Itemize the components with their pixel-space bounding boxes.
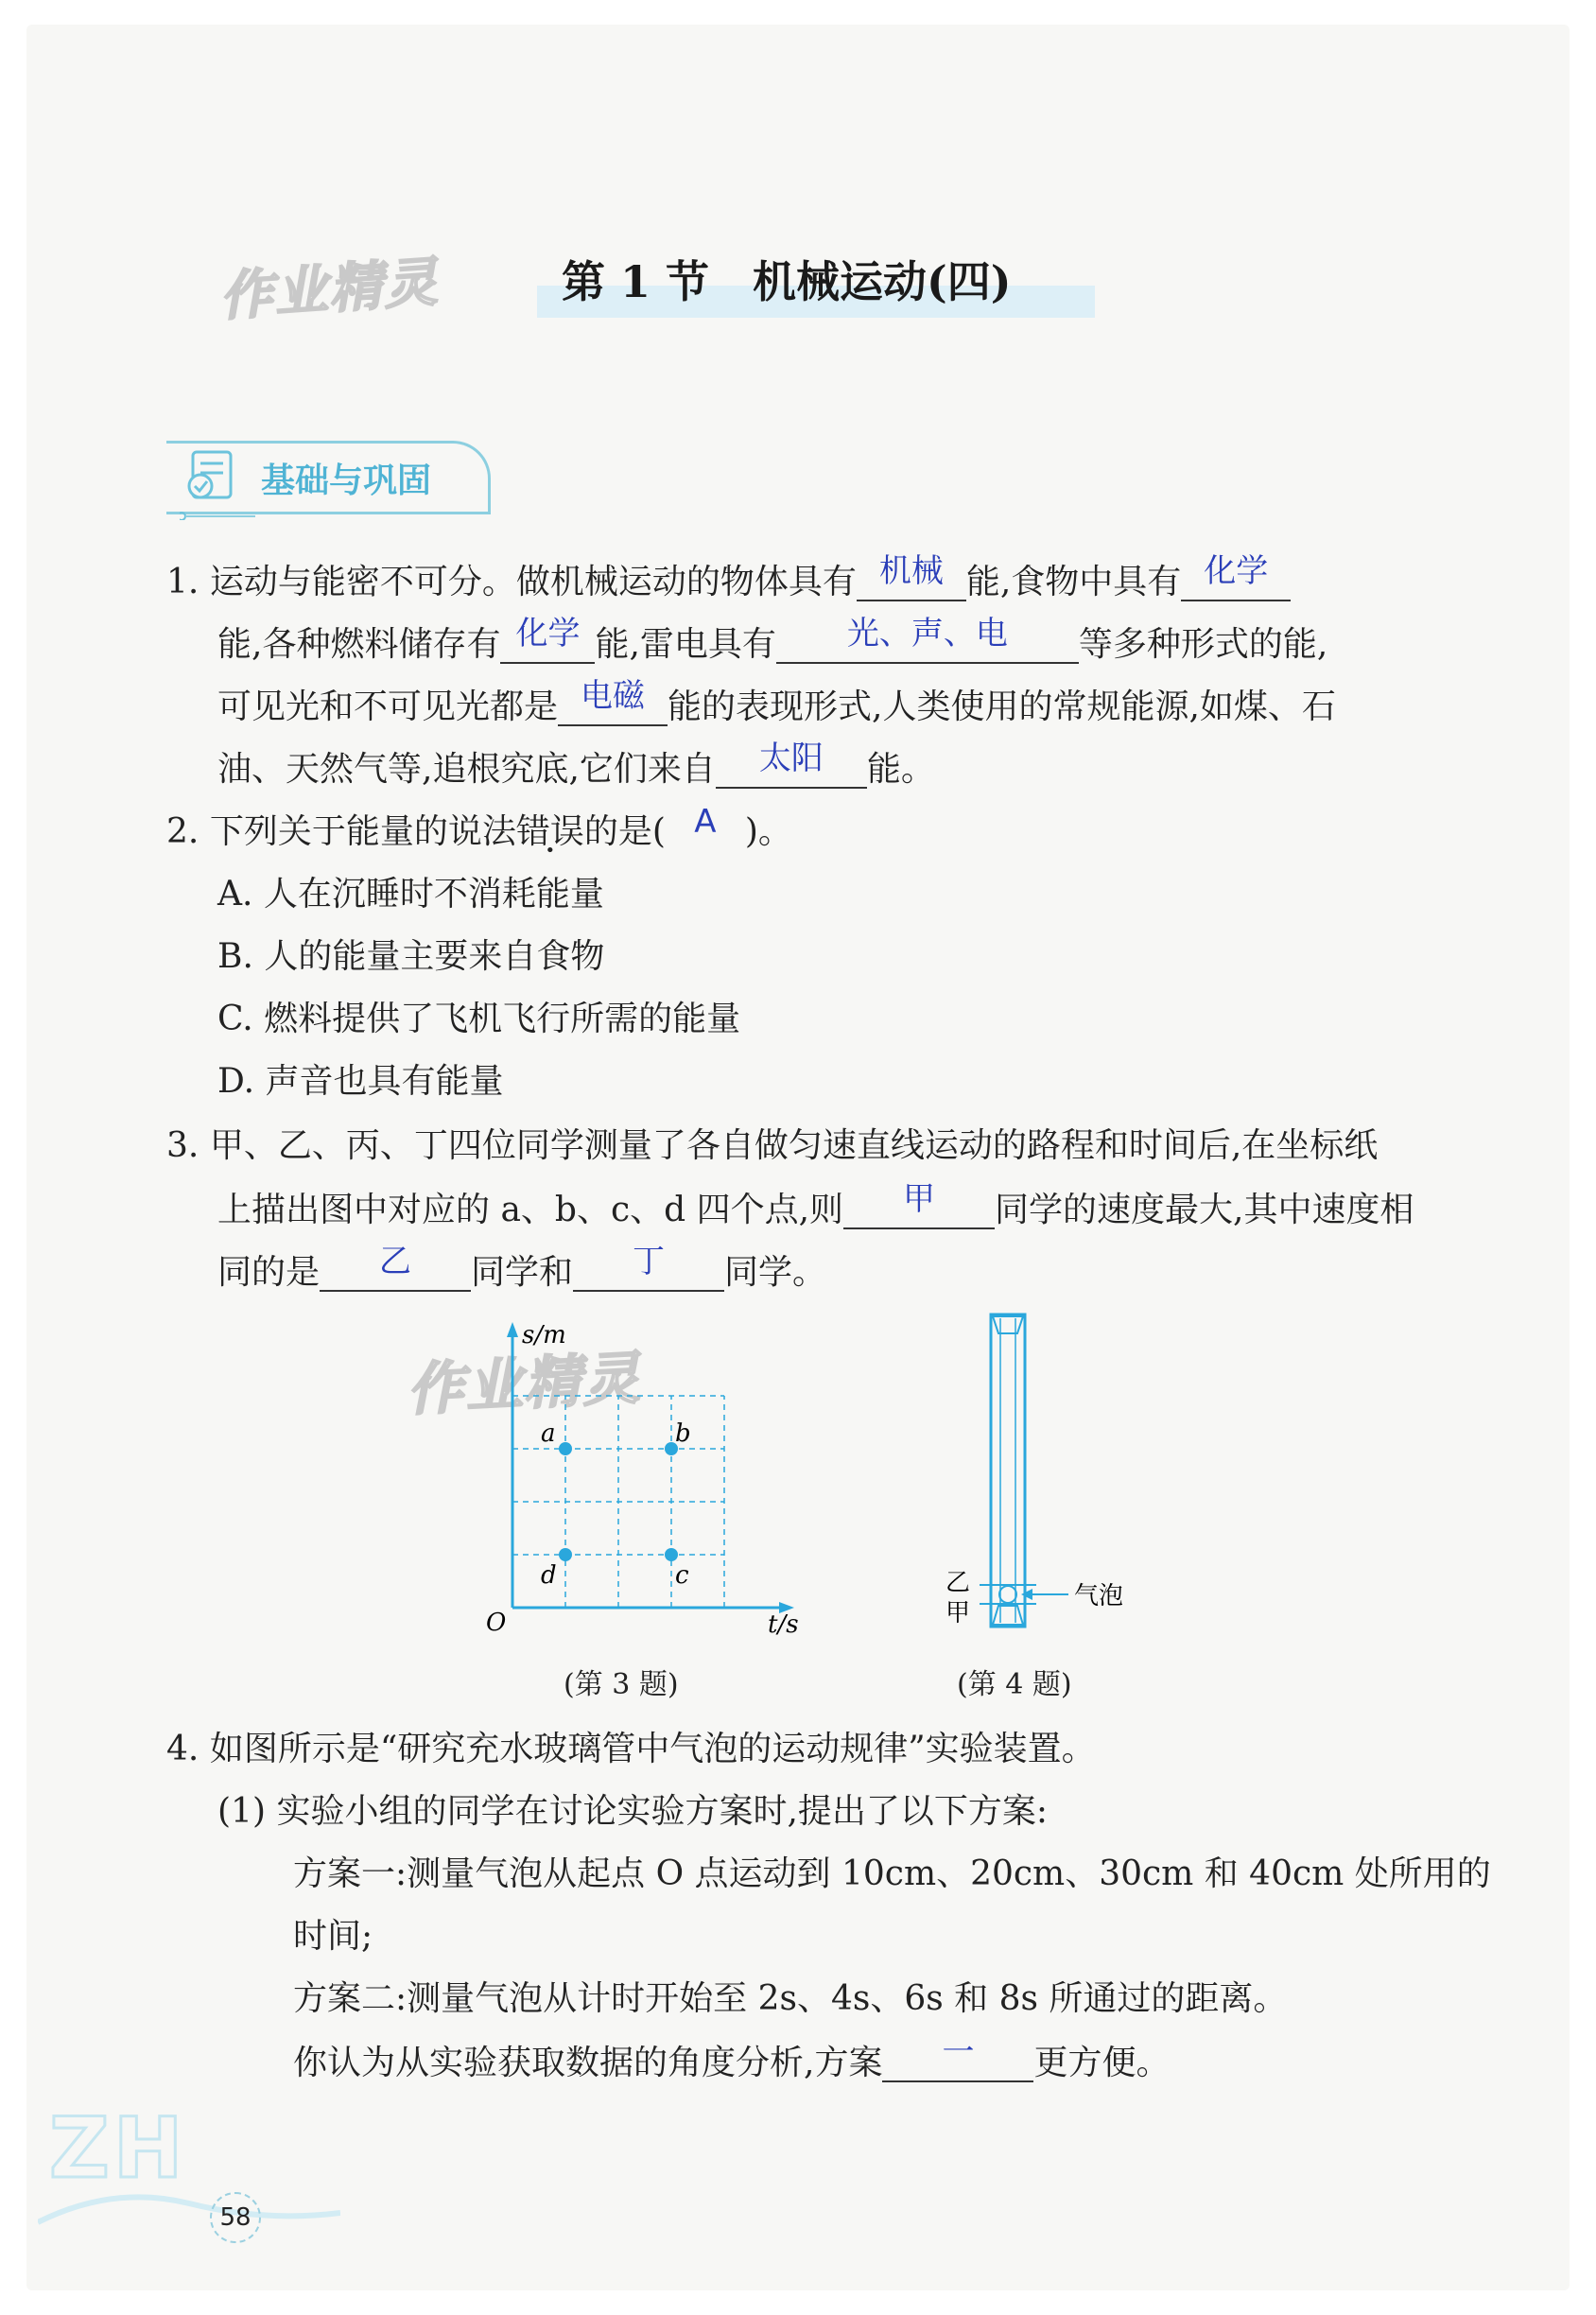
point-label-b: b (675, 1419, 691, 1448)
label-yi: 乙 (945, 1569, 971, 1597)
handwritten-answer: 电磁 (581, 677, 646, 715)
q1-line4 (217, 740, 935, 789)
q2-option-b: B. 人的能量主要来自食物 (217, 937, 605, 976)
watermark: 作业精灵 (217, 251, 442, 329)
q3-line3 (217, 1243, 827, 1292)
label-bubble: 气泡 (1074, 1582, 1124, 1610)
answer-blank (1181, 552, 1291, 601)
text: )。 (744, 812, 792, 851)
glass-tube (991, 1314, 1025, 1627)
y-axis-label: s/m (522, 1321, 566, 1349)
text: 能,各种燃料储存有 (217, 625, 501, 664)
handwritten-answer: 太阳 (758, 740, 824, 777)
point-label-a: a (541, 1419, 556, 1448)
text: 等多种形式的能, (1078, 625, 1328, 664)
answer-blank (716, 740, 867, 789)
text: 同学的速度最大,其中速度相 (995, 1191, 1414, 1229)
bubble-arrow-head (1021, 1589, 1032, 1600)
handwritten-answer: 化学 (515, 615, 581, 653)
figure-watermark: 作业精灵 (405, 1345, 643, 1424)
handwritten-answer: 机械 (878, 552, 944, 590)
point-label-d: d (541, 1561, 557, 1590)
data-points (541, 1419, 691, 1590)
q4-plan1-b: 时间; (293, 1917, 373, 1956)
text: 更方便。 (1033, 2044, 1171, 2082)
emphasis-text: 错误 (515, 812, 584, 851)
q4-plan2: 方案二:测量气泡从计时开始至 2s、4s、6s 和 8s 所通过的距离。 (293, 1979, 1288, 2018)
text: 同学和 (471, 1253, 574, 1292)
handwritten-answer: 化学 (1204, 552, 1269, 590)
text: 下列关于能量的说法 (209, 812, 516, 851)
q3-line1 (166, 1127, 1378, 1165)
bubble (999, 1586, 1016, 1603)
origin-label: O (486, 1609, 507, 1637)
text: 可见光和不可见光都是 (217, 688, 559, 726)
q2-option-c: C. 燃料提供了飞机飞行所需的能量 (217, 1000, 741, 1038)
answer-blank (882, 2033, 1033, 2082)
answer-blank (857, 552, 966, 601)
q4-number: 4. (166, 1730, 200, 1768)
q2-option-d: D. 声音也具有能量 (217, 1062, 504, 1101)
q1-line2 (217, 615, 1328, 664)
answer-blank (776, 615, 1079, 664)
q2-number: 2. (166, 812, 200, 851)
text: 油、天然气等,追根究底,它们来自 (217, 750, 716, 789)
text: 同学。 (724, 1253, 827, 1292)
text: 能,雷电具有 (595, 625, 776, 664)
text: 运动与能密不可分。做机械运动的物体具有 (209, 563, 857, 601)
text: 甲、乙、丙、丁四位同学测量了各自做匀速直线运动的路程和时间后,在坐标纸 (209, 1126, 1379, 1165)
checklist-icon (180, 444, 255, 520)
figure-4-tube (927, 1305, 1154, 1645)
answer-blank (558, 677, 668, 726)
answer-blank (843, 1180, 995, 1229)
figure-4-caption: (第 4 题) (957, 1668, 1072, 1701)
q1-line1 (166, 552, 1291, 601)
q4-plan1-a: 方案一:测量气泡从起点 O 点运动到 10cm、20cm、30cm 和 40cm 处所用的 (293, 1854, 1491, 1893)
figure-3-graph (473, 1314, 813, 1655)
page-number: 58 (210, 2192, 261, 2243)
handwritten-answer: 光、声、电 (846, 615, 1008, 653)
section-header (166, 441, 509, 516)
handwritten-answer: 乙 (379, 1243, 412, 1280)
answer-blank (320, 1243, 471, 1292)
text: 如图所示是“研究充水玻璃管中气泡的运动规律”实验装置。 (209, 1730, 1096, 1768)
q4-sub1: (1) 实验小组的同学在讨论实验方案时,提出了以下方案: (217, 1792, 1049, 1831)
text: 能。 (866, 750, 935, 789)
text: 的是( (583, 812, 666, 851)
text: 你认为从实验获取数据的角度分析,方案 (293, 2044, 883, 2082)
tube-stopper-bottom (993, 1606, 1023, 1625)
figure-3-caption: (第 3 题) (564, 1668, 679, 1701)
answer-blank (573, 1243, 724, 1292)
q4-conclusion (293, 2033, 1171, 2082)
footer-decoration (38, 2166, 340, 2241)
q1-line3 (217, 677, 1336, 726)
answer-blank (500, 615, 595, 664)
brand-logo: ZH (49, 2099, 187, 2197)
point-c (665, 1548, 678, 1561)
x-axis-label: t/s (768, 1610, 799, 1639)
page-title: 第 1 节 机械运动(四) (562, 256, 1012, 307)
label-jia: 甲 (945, 1599, 971, 1627)
y-axis-arrow (507, 1322, 518, 1337)
text: 能,食物中具有 (965, 563, 1182, 601)
q2-stem (166, 803, 792, 851)
handwritten-answer: 丁 (633, 1243, 666, 1280)
section-label: 基础与巩固 (261, 461, 432, 500)
point-d (559, 1548, 572, 1561)
q3-number: 3. (166, 1126, 200, 1165)
text: 同的是 (217, 1253, 321, 1292)
q1-number: 1. (166, 563, 200, 601)
tube-stopper-top (993, 1316, 1023, 1333)
point-a (559, 1442, 572, 1455)
handwritten-answer: 甲 (903, 1180, 936, 1218)
text: 能的表现形式,人类使用的常规能源,如煤、石 (668, 688, 1336, 726)
q4-stem (166, 1731, 1096, 1768)
handwritten-answer: A (694, 803, 717, 841)
handwritten-answer: 一 (942, 2033, 975, 2071)
point-label-c: c (675, 1561, 689, 1590)
q2-option-a: A. 人在沉睡时不消耗能量 (217, 875, 604, 914)
q3-line2 (217, 1180, 1414, 1229)
text: 上描出图中对应的 a、b、c、d 四个点,则 (217, 1191, 844, 1229)
